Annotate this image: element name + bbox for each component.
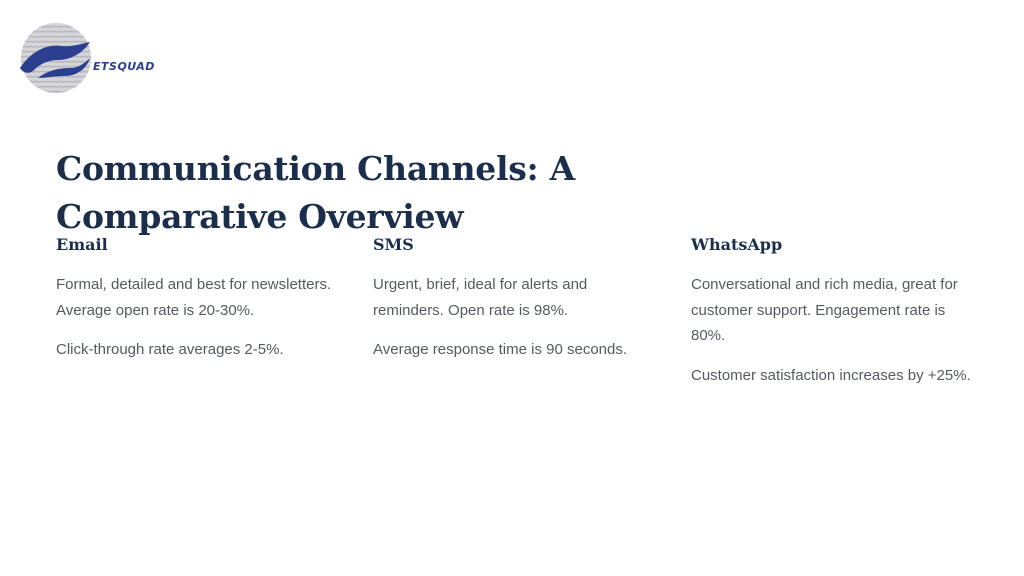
sms-heading: SMS bbox=[373, 235, 414, 254]
whatsapp-description: Conversational and rich media, great for customer support. Engagement rate is 80%. bbox=[691, 276, 958, 344]
email-column bbox=[56, 234, 336, 363]
logo-text: ETSQUAD bbox=[93, 60, 155, 73]
whatsapp-column bbox=[691, 234, 971, 388]
email-heading: Email bbox=[56, 235, 108, 254]
sms-description: Urgent, brief, ideal for alerts and reminders. Open rate is 98%. bbox=[373, 276, 588, 319]
page-title: Communication Channels: A Comparative Overview bbox=[56, 149, 575, 236]
whatsapp-heading: WhatsApp bbox=[691, 235, 783, 254]
email-description: Formal, detailed and best for newsletters. Average open rate is 20-30%. bbox=[56, 276, 332, 319]
whatsapp-satisfaction: Customer satisfaction increases by +25%. bbox=[691, 366, 971, 384]
email-click-through: Click-through rate averages 2-5%. bbox=[56, 341, 284, 358]
sms-response-time: Average response time is 90 seconds. bbox=[373, 341, 628, 358]
sms-column bbox=[373, 234, 653, 363]
company-logo bbox=[18, 20, 155, 96]
logo-wave-icon bbox=[18, 20, 94, 96]
